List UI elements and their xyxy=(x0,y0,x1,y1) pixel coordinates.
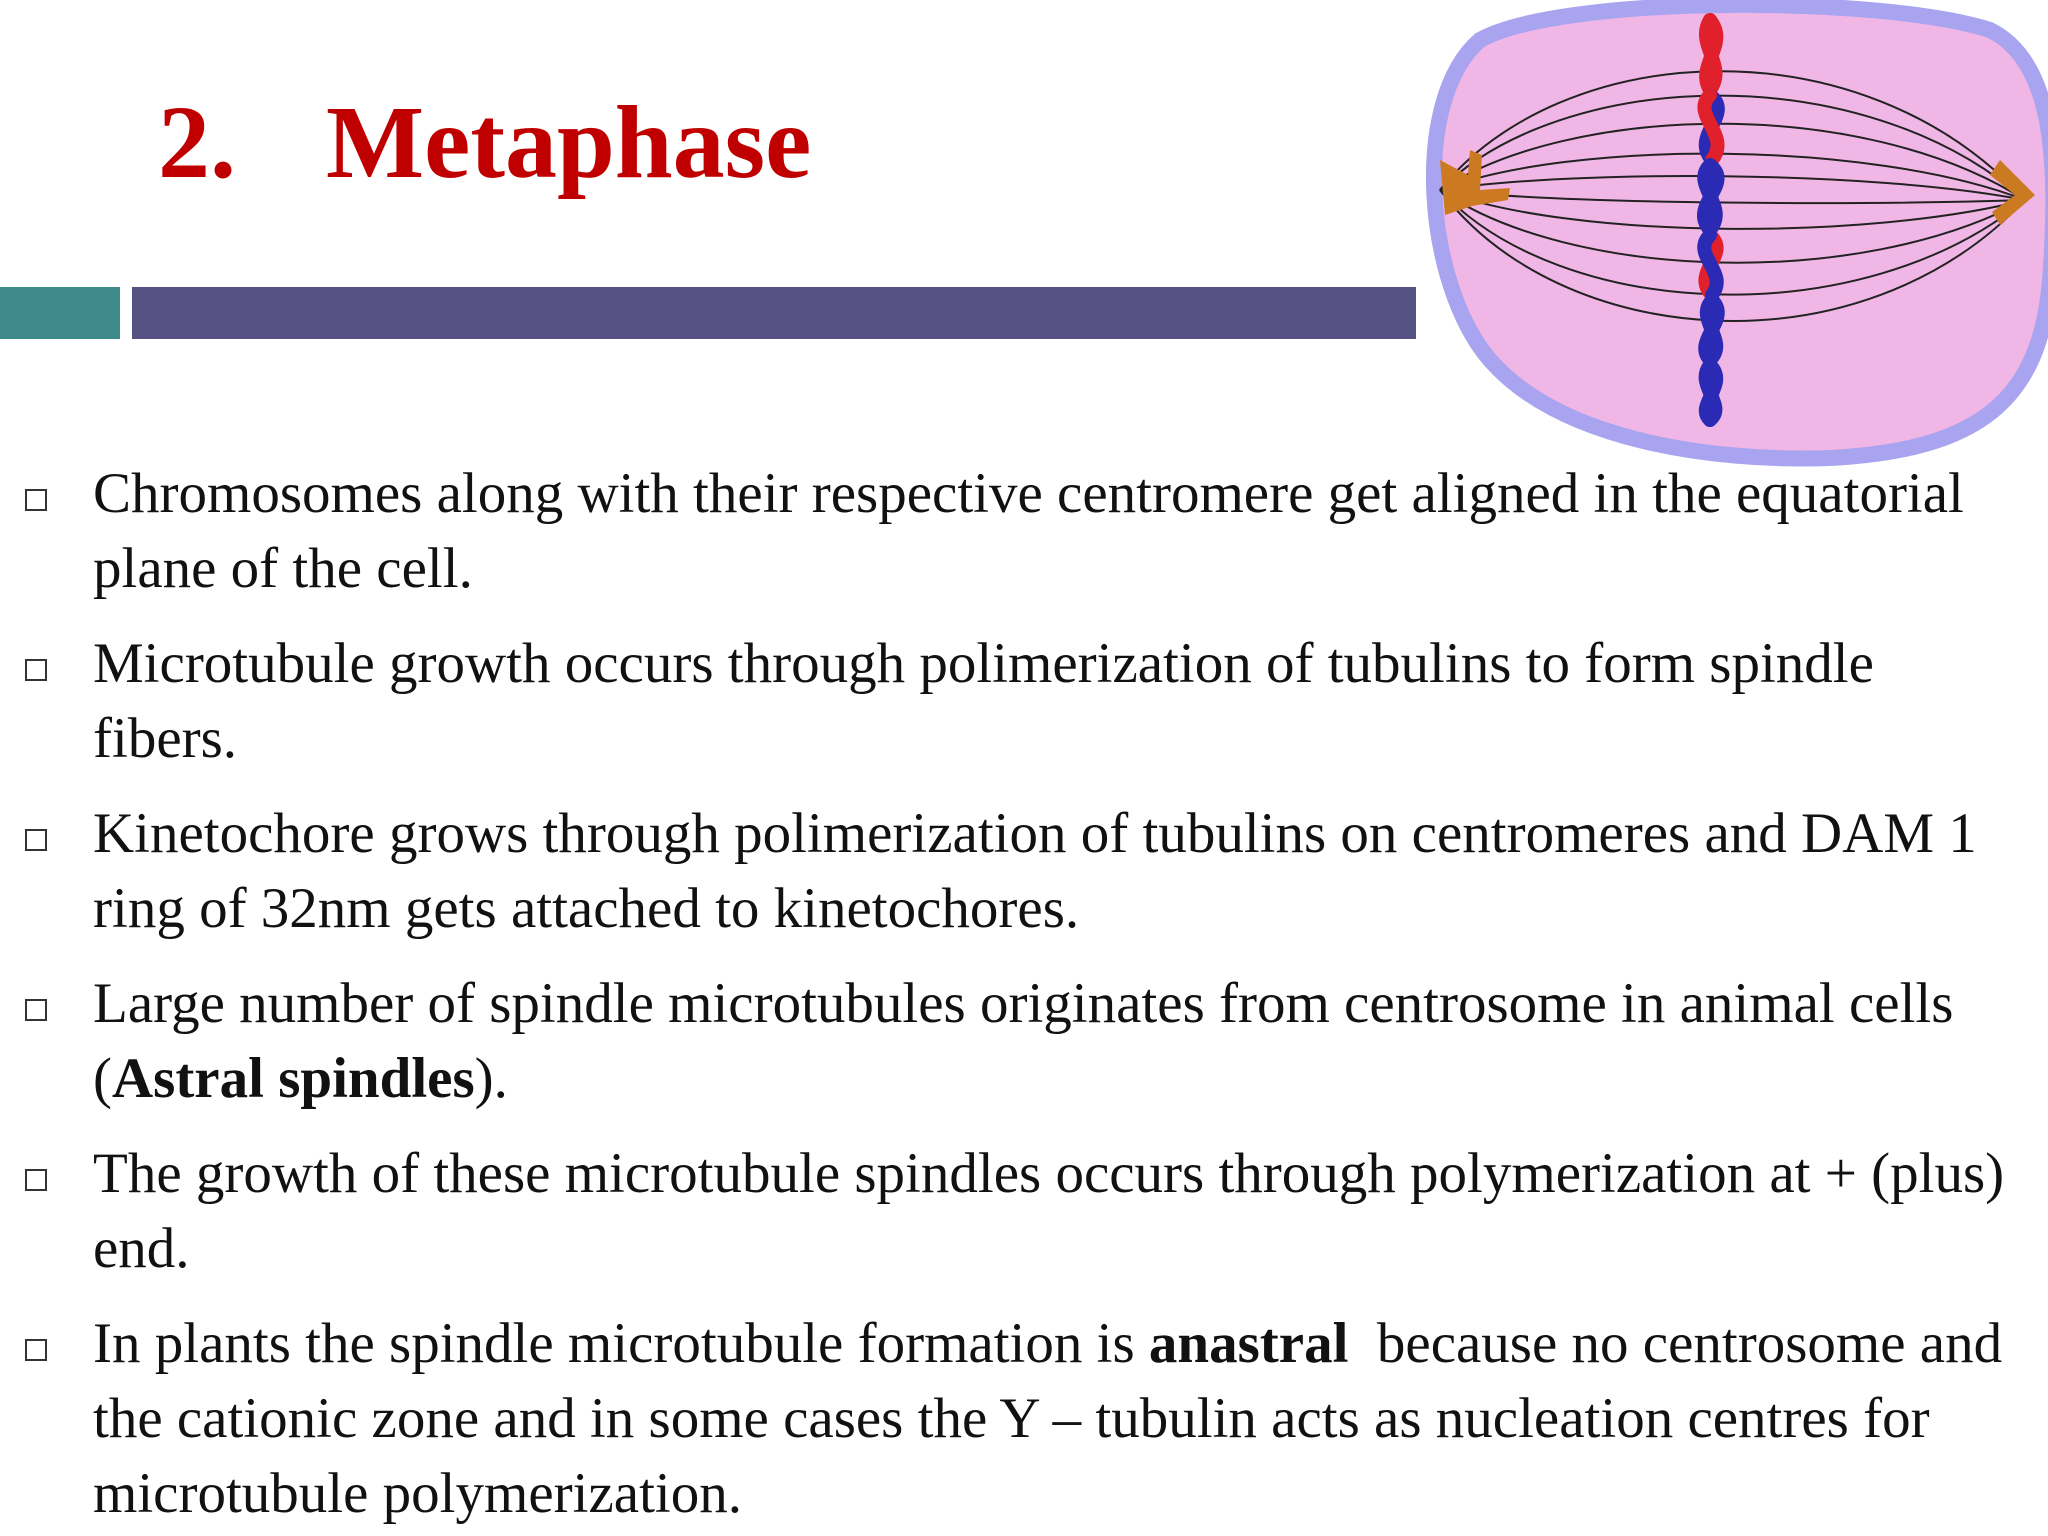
bullet-text: In plants the spindle microtubule formation is xyxy=(93,1312,1149,1375)
bullet-square-icon xyxy=(25,1169,47,1191)
bullet-square-icon xyxy=(25,489,47,511)
bullet-bold-term: Astral spindles xyxy=(111,1047,475,1110)
bullet-square-icon xyxy=(25,829,47,851)
slide-title xyxy=(158,78,811,208)
bullet-text: Microtubule growth occurs through polimerization of tubulins to form spindle fibers. xyxy=(93,632,1874,770)
bullet-bold-term: anastral xyxy=(1148,1312,1349,1375)
title-text: Metaphase xyxy=(326,85,812,200)
chromosomes xyxy=(1704,20,1718,420)
accent-bar-purple xyxy=(132,287,1416,339)
list-item xyxy=(0,456,2048,606)
list-item xyxy=(0,796,2048,946)
bullet-text: Chromosomes along with their respective centromere get aligned in the equatorial plane of the cell. xyxy=(93,462,1964,600)
accent-bar-teal xyxy=(0,287,120,339)
bullet-square-icon xyxy=(25,1339,47,1361)
bullet-text: Kinetochore grows through polimerization of tubulins on centromeres and DAM 1 ring of 32nm gets attached to kinetochores. xyxy=(93,802,1977,940)
bullet-list xyxy=(0,456,2048,1536)
title-number: 2. xyxy=(158,85,236,200)
bullet-square-icon xyxy=(25,999,47,1021)
list-item xyxy=(0,966,2048,1116)
bullet-text-after: because no centrosome and the cationic zone and in some cases the Y – tubulin acts as nucleation centres for microtubule polymerization. xyxy=(93,1312,2017,1525)
list-item xyxy=(0,1306,2048,1531)
bullet-text: The growth of these microtubule spindles occurs through polymerization at + (plus) end. xyxy=(93,1142,2005,1280)
list-item xyxy=(0,626,2048,776)
list-item xyxy=(0,1136,2048,1286)
bullet-text: Large number of spindle microtubules originates from centrosome in animal cells ( xyxy=(93,972,1954,1110)
bullet-text-after: ). xyxy=(474,1047,508,1110)
bullet-square-icon xyxy=(25,659,47,681)
metaphase-cell-icon xyxy=(1410,0,2048,470)
